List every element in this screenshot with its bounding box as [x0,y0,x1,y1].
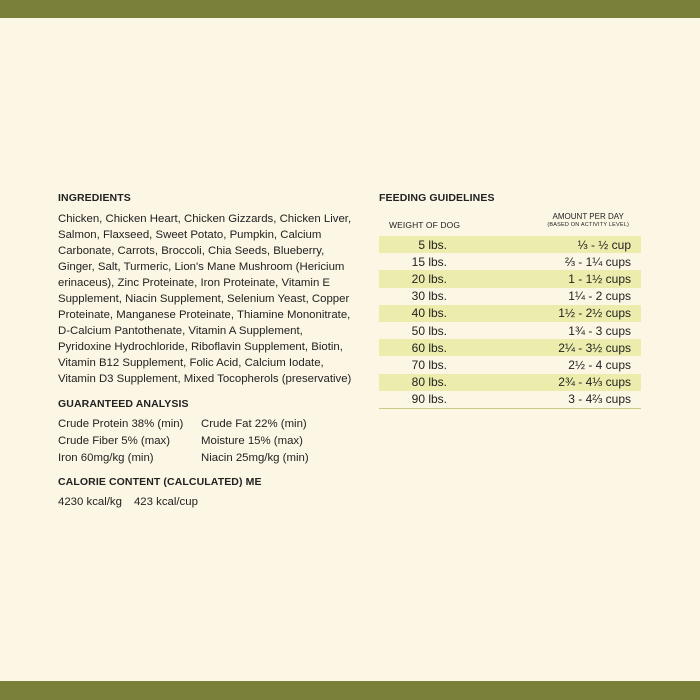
table-row [379,305,641,322]
table-row [379,339,641,356]
ingredients-section [58,192,358,387]
ingredients-title: INGREDIENTS [58,192,131,204]
weight-cell: 15 lbs. [411,254,447,269]
feeding-guidelines-section [379,192,641,409]
amount-cell: 2½ - 4 cups [568,357,631,372]
weight-cell: 40 lbs. [411,306,447,321]
analysis-item: Iron 60mg/kg (min) [58,452,154,464]
table-row [379,270,641,287]
table-row [379,391,641,408]
amount-cell: 1¾ - 3 cups [568,323,631,338]
feeding-table [379,236,641,409]
ingredients-text: Chicken, Chicken Heart, Chicken Gizzards, Chicken Liver, Salmon, Flaxseed, Sweet Potato, Pumpkin, Calcium Carbonate, Carrots, Broccoli, Chia Seeds, Blueberry, Ginger, Salt, Turmeric, Lion's Mane Mushroom (Hericium erinaceus), Zinc Proteinate, Iron Proteinate, Vitamin E Supplement, Niacin Supplement, Selenium Yeast, Copper Proteinate, Manganese Proteinate, Thiamine Mononitrate, D-Calcium Pantothenate, Vitamin A Supplement, Pyridoxine Hydrochloride, Riboflavin Supplement, Biotin, Vitamin B12 Supplement, Folic Acid, Calcium Iodate, Vitamin D3 Supplement, Mixed Tocopherols (preservative) [58,213,352,385]
calorie-values [58,495,358,510]
analysis-item: Moisture 15% (max) [201,435,303,447]
feeding-table-header [379,212,641,234]
amount-cell: ⅔ - 1¼ cups [564,254,631,269]
table-row [379,253,641,270]
table-row [379,374,641,391]
amount-cell: 3 - 4⅔ cups [568,392,631,407]
analysis-item: Crude Protein 38% (min) [58,418,184,430]
calorie-kcal-kg: 4230 kcal/kg [58,496,122,508]
calorie-title: CALORIE CONTENT (CALCULATED) ME [58,476,262,488]
weight-cell: 30 lbs. [411,289,447,304]
analysis-item: Crude Fat 22% (min) [201,418,307,430]
feeding-title: FEEDING GUIDELINES [379,192,495,204]
calorie-content-section [58,476,358,510]
amount-column-title: AMOUNT PER DAY [552,212,624,221]
table-row [379,322,641,339]
analysis-title: GUARANTEED ANALYSIS [58,398,189,410]
guaranteed-analysis-section [58,398,358,466]
amount-cell: ⅓ - ½ cup [577,237,631,252]
amount-cell: 2¼ - 3½ cups [558,340,631,355]
table-row [379,236,641,253]
weight-cell: 90 lbs. [411,392,447,407]
weight-cell: 5 lbs. [418,237,447,252]
table-row [379,288,641,305]
weight-cell: 70 lbs. [411,357,447,372]
amount-cell: 1¼ - 2 cups [568,289,631,304]
top-band [0,0,700,18]
amount-cell: 1½ - 2½ cups [558,306,631,321]
amount-column-subtitle: (BASED ON ACTIVITY LEVEL) [547,222,629,228]
calorie-kcal-cup: 423 kcal/cup [133,496,198,508]
amount-column-header [547,212,629,230]
weight-cell: 60 lbs. [411,340,447,355]
amount-cell: 2¾ - 4⅓ cups [558,375,631,390]
weight-cell: 20 lbs. [411,271,447,286]
weight-cell: 80 lbs. [411,375,447,390]
analysis-item: Niacin 25mg/kg (min) [201,452,309,464]
amount-cell: 1 - 1½ cups [568,271,631,286]
table-row [379,356,641,373]
analysis-item: Crude Fiber 5% (max) [58,435,171,447]
bottom-band [0,681,700,700]
weight-cell: 50 lbs. [411,323,447,338]
analysis-grid [58,417,358,466]
weight-column-header: WEIGHT OF DOG [389,220,461,230]
